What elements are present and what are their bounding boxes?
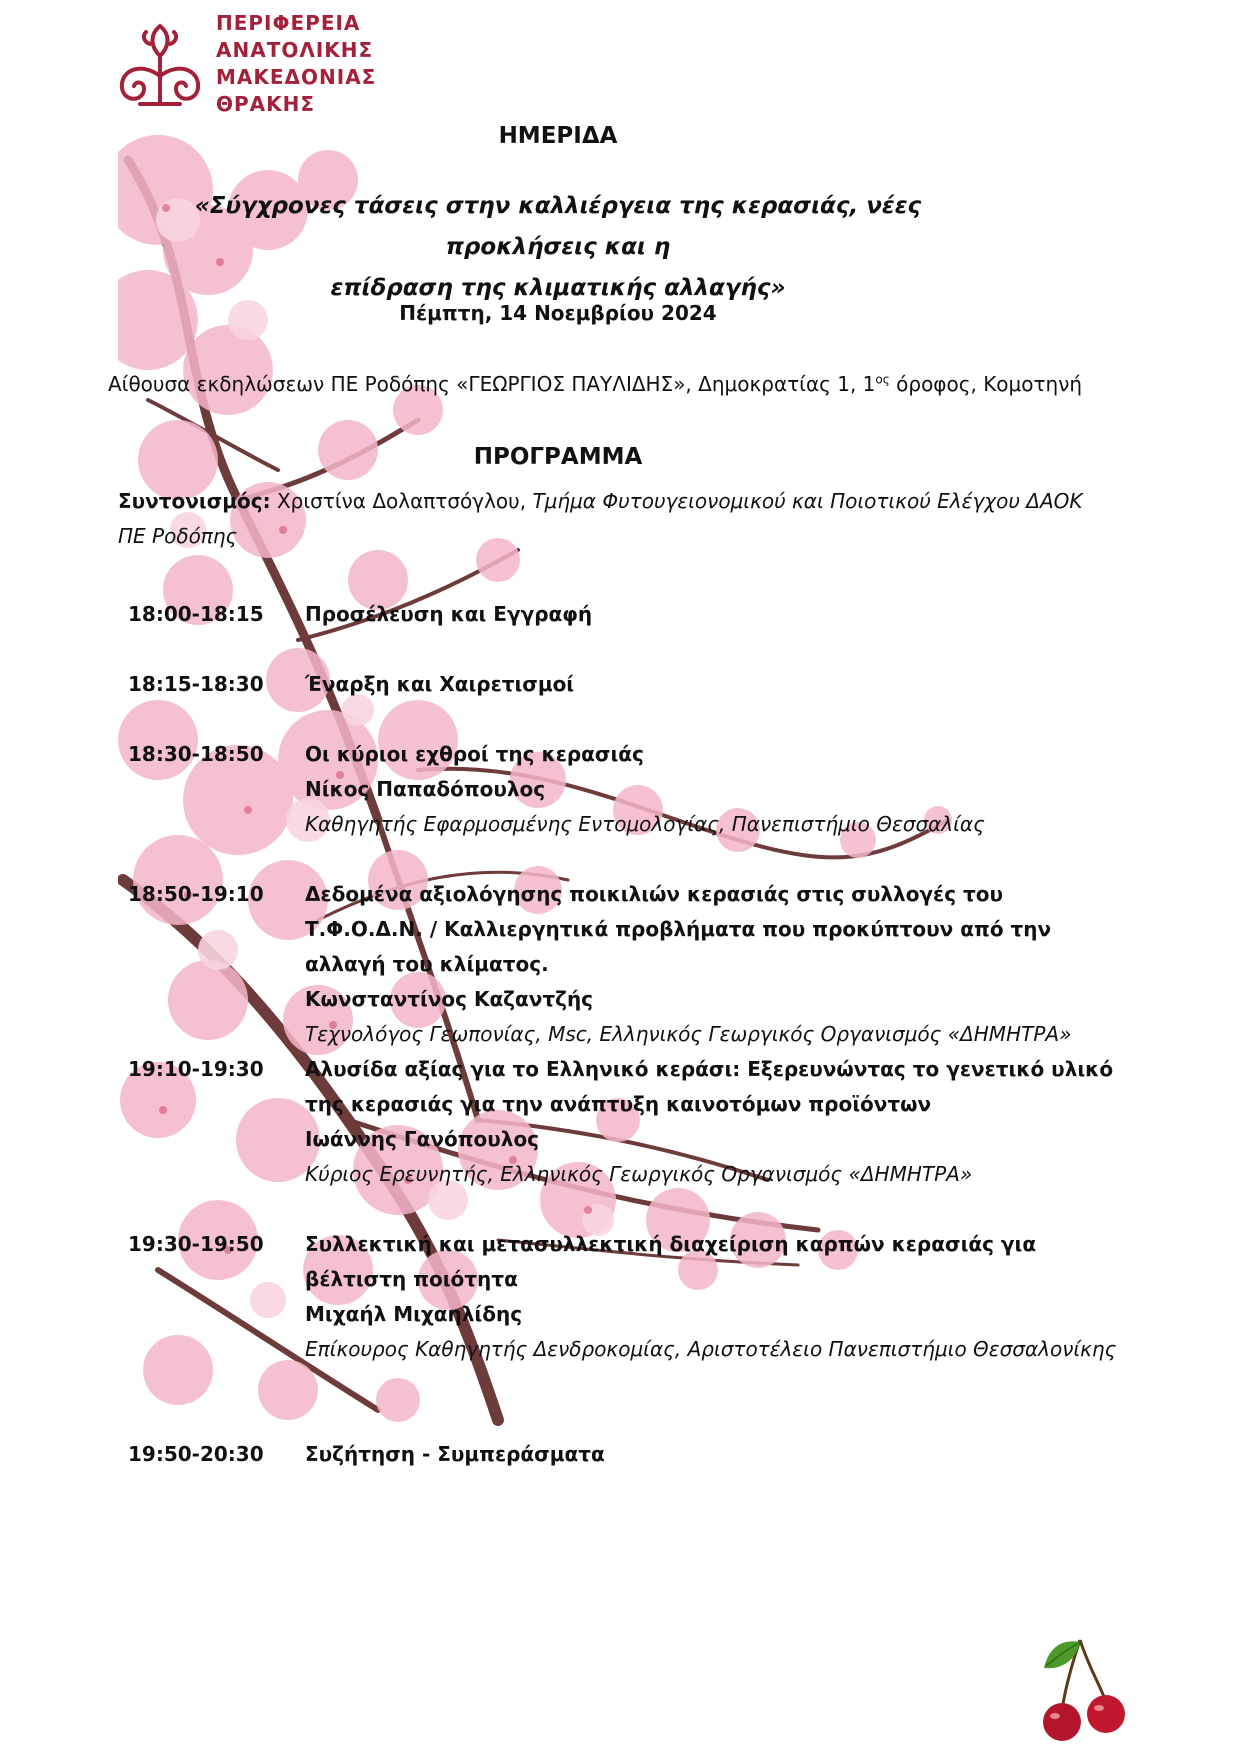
coordination bbox=[118, 484, 1108, 554]
schedule-title: Έναρξη και Χαιρετισμοί bbox=[305, 672, 575, 696]
schedule-affiliation: Τεχνολόγος Γεωπονίας, Msc, Ελληνικός Γεωργικός Οργανισμός «ΔΗΜΗΤΡΑ» bbox=[305, 1022, 1072, 1046]
logo-line: ΠΕΡΙΦΕΡΕΙΑ bbox=[216, 11, 361, 35]
schedule-time: 18:50-19:10 bbox=[128, 882, 264, 906]
schedule-speaker: Κωνσταντίνος Καζαντζής bbox=[305, 987, 594, 1011]
coordinator-name: Χριστίνα Δολαπτσόγλου, bbox=[270, 489, 533, 513]
schedule-affiliation: Επίκουρος Καθηγητής Δενδροκομίας, Αριστοτέλειο Πανεπιστήμιο Θεσσαλονίκης bbox=[305, 1337, 1117, 1361]
schedule-body bbox=[305, 1052, 1125, 1192]
schedule-body bbox=[305, 597, 1125, 632]
logo-line: ΘΡΑΚΗΣ bbox=[216, 92, 316, 116]
schedule-title: Συζήτηση - Συμπεράσματα bbox=[305, 1442, 605, 1466]
venue-text-end: όροφος, Κομοτηνή bbox=[889, 372, 1083, 396]
coordination-label: Συντονισμός: bbox=[118, 489, 271, 513]
event-date: Πέμπτη, 14 Νοεμβρίου 2024 bbox=[399, 301, 717, 325]
logo-line: ΜΑΚΕΔΟΝΙΑΣ bbox=[216, 65, 377, 89]
event-subtitle bbox=[118, 186, 998, 309]
ornament-logo-icon bbox=[110, 16, 210, 111]
coordinator-dept: Τμήμα Φυτουγειονομικού και Ποιοτικού Ελέγχου ΔΑΟΚ ΠΕ Ροδόπης bbox=[118, 489, 1083, 548]
schedule-title: Οι κύριοι εχθροί της κερασιάς bbox=[305, 742, 644, 766]
venue-text: Αίθουσα εκδηλώσεων ΠΕ Ροδόπης «ΓΕΩΡΓΙΟΣ ΠΑΥΛΙΔΗΣ», Δημοκρατίας 1, 1 bbox=[108, 372, 876, 396]
schedule-body bbox=[305, 877, 1125, 1052]
schedule-body bbox=[305, 737, 1125, 842]
schedule-time: 18:00-18:15 bbox=[128, 602, 264, 626]
schedule-time: 19:50-20:30 bbox=[128, 1442, 264, 1466]
schedule-time: 18:30-18:50 bbox=[128, 742, 264, 766]
schedule-body bbox=[305, 1437, 1125, 1472]
event-title: ΗΜΕΡΙΔΑ bbox=[498, 123, 618, 149]
schedule-title: Δεδομένα αξιολόγησης ποικιλιών κερασιάς στις συλλογές του Τ.Φ.Ο.Δ.Ν. / Καλλιεργητικά προβλήματα που προκύπτουν από την αλλαγή του κλίματος. bbox=[305, 882, 1052, 976]
schedule-title: Αλυσίδα αξίας για το Ελληνικό κεράσι: Εξερευνώντας το γενετικό υλικό της κερασιάς για την ανάπτυξη καινοτόμων προϊόντων bbox=[305, 1057, 1114, 1116]
schedule-title: Προσέλευση και Εγγραφή bbox=[305, 602, 593, 626]
event-venue bbox=[108, 372, 1083, 396]
schedule-time: 18:15-18:30 bbox=[128, 672, 264, 696]
schedule-time: 19:30-19:50 bbox=[128, 1232, 264, 1256]
subtitle-line: «Σύγχρονες τάσεις στην καλλιέργεια της κερασιάς, νέες προκλήσεις και η bbox=[194, 193, 922, 260]
cherry-fruit-icon bbox=[1040, 1630, 1130, 1745]
schedule-time: 19:10-19:30 bbox=[128, 1057, 264, 1081]
subtitle-line: επίδραση της κλιματικής αλλαγής» bbox=[330, 275, 786, 301]
schedule-affiliation: Κύριος Ερευνητής, Ελληνικός Γεωργικός Οργανισμός «ΔΗΜΗΤΡΑ» bbox=[305, 1162, 973, 1186]
schedule-speaker: Ιωάννης Γανόπουλος bbox=[305, 1127, 540, 1151]
logo-line: ΑΝΑΤΟΛΙΚΗΣ bbox=[216, 38, 374, 62]
schedule-speaker: Νίκος Παπαδόπουλος bbox=[305, 777, 546, 801]
schedule-body bbox=[305, 1227, 1125, 1367]
logo-text bbox=[216, 10, 376, 118]
program-heading: ΠΡΟΓΡΑΜΜΑ bbox=[473, 444, 643, 470]
schedule-body bbox=[305, 667, 1125, 702]
schedule-title: Συλλεκτική και μετασυλλεκτική διαχείριση καρπών κερασιάς για βέλτιστη ποιότητα bbox=[305, 1232, 1037, 1291]
schedule-affiliation: Καθηγητής Εφαρμοσμένης Εντομολογίας, Πανεπιστήμιο Θεσσαλίας bbox=[305, 812, 985, 836]
schedule-speaker: Μιχαήλ Μιχαηλίδης bbox=[305, 1302, 523, 1326]
venue-ordinal: ος bbox=[875, 372, 890, 387]
region-logo bbox=[110, 6, 410, 116]
